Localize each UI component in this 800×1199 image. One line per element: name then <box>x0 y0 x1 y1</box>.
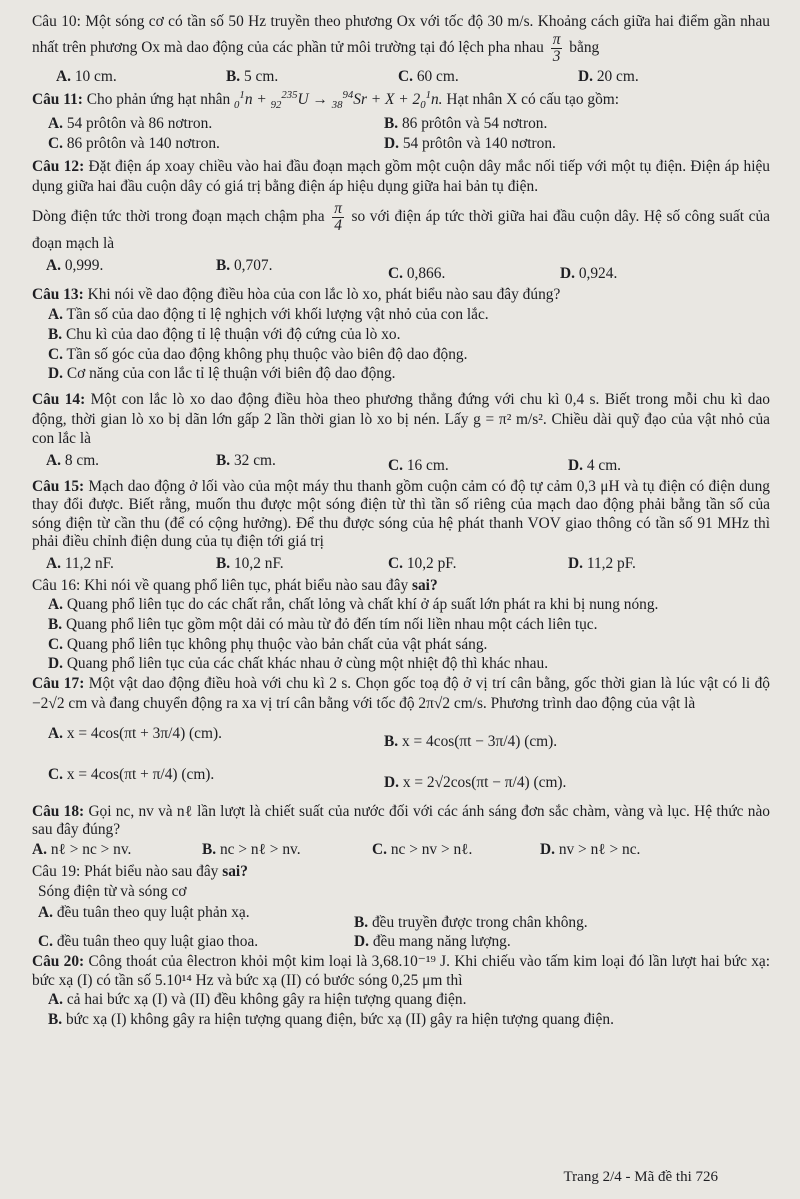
option-c[interactable]: C. Quang phổ liên tục không phụ thuộc vào bản chất của vật phát sáng. <box>48 635 488 653</box>
option-b[interactable]: B. Quang phổ liên tục gồm một dải có màu từ đỏ đến tím nối liền nhau một cách liên tục. <box>48 616 598 633</box>
question-11-options <box>32 114 770 153</box>
option-a[interactable]: A. nℓ > nc > nv. <box>32 841 132 859</box>
question-16: Câu 16: Khi nói về quang phổ liên tục, phát biểu nào sau đây sai? A. Quang phổ liên tục do các chất rắn, chất lỏng và chất khí ở áp suất lớn phát ra khi bị nung nóng. B. Quang phổ liên tục gồm một dải có màu từ đỏ đến tím nối liền nhau một cách liên tục. C. Quang phổ liên tục không phụ thuộc vào bản chất của vật phát sáng. D. Quang phổ liên tục của các chất khác nhau ở cùng một nhiệt độ thì khác nhau. <box>32 576 770 675</box>
option-c[interactable]: C. 16 cm. <box>388 457 449 475</box>
question-10-stem: Câu 10: Một sóng cơ có tần số 50 Hz truyền theo phương Ox với tốc độ 30 m/s. Khoảng cách giữa hai điểm gần nhau nhất trên phương Ox mà dao động của các phần tử môi trường tại đó lệch pha nhau <box>32 13 770 56</box>
option-d[interactable]: D. đều mang năng lượng. <box>354 933 511 951</box>
question-19: Câu 19: Phát biểu nào sau đây sai? Sóng điện từ và sóng cơ A. đều tuân theo quy luật phản xạ. B. đều truyền được trong chân không. C. đều tuân theo quy luật giao thoa. D. đều mang năng lượng. <box>32 862 770 952</box>
option-c[interactable]: C. 10,2 pF. <box>388 554 457 572</box>
option-c[interactable]: C. đều tuân theo quy luật giao thoa. <box>38 933 259 951</box>
question-12-stem: Câu 12: Đặt điện áp xoay chiều vào hai đầu đoạn mạch gồm một cuộn dây mắc nối tiếp với một tụ điện. Điện áp hiệu dụng giữa hai đầu cuộn dây có giá trị bằng điện áp hiệu dụng giữa hai bản tụ điện. <box>32 158 771 195</box>
nuclear-reaction-equation: $_0^1n + _{92}^{235}U \to _{38}^{94}Sr + X + 2_0^1n$. <box>234 88 443 111</box>
option-d[interactable]: D. x = 2√2cos(πt − π/4) (cm). <box>384 774 567 792</box>
question-13-stem: Câu 13: Khi nói về dao động điều hòa của con lắc lò xo, phát biểu nào sau đây đúng? <box>32 286 561 304</box>
question-11: Câu 11: Cho phản ứng hạt nhân $_0^1n + _{92}^{235}U \to _{38}^{94}Sr + X + 2_0^1n$. Hạt nhân X có cấu tạo gồm: A. 54 prôtôn và 86 nơtron. B. 86 prôtôn và 54 nơtron. C. 86 prôtôn và 140 nơtron. D. 54 prôtôn và 140 nơtron. <box>32 89 770 153</box>
option-c[interactable]: C. nc > nv > nℓ. <box>372 841 473 859</box>
question-19-intro: Sóng điện từ và sóng cơ <box>38 882 187 900</box>
option-d[interactable]: D. Quang phổ liên tục của các chất khác nhau ở cùng một nhiệt độ thì khác nhau. <box>48 655 549 673</box>
option-c[interactable]: C. 0,866. <box>388 264 446 282</box>
option-d[interactable]: D. nv > nℓ > nc. <box>540 841 641 859</box>
option-d[interactable]: D. 20 cm. <box>578 68 639 86</box>
question-17-options <box>32 724 770 793</box>
question-19-options <box>32 903 770 952</box>
question-17 <box>32 674 770 793</box>
option-d[interactable]: D. Cơ năng của con lắc tỉ lệ thuận với biên độ dao động. <box>48 365 396 383</box>
question-14 <box>32 390 770 476</box>
option-b[interactable]: B. 0,707. <box>216 256 273 274</box>
option-b[interactable]: B. bức xạ (I) không gây ra hiện tượng quang điện, bức xạ (II) gây ra hiện tượng quang điện. <box>48 1010 614 1028</box>
question-14-stem: Câu 14: Một con lắc lò xo dao động điều hòa theo phương thẳng đứng với chu kì 0,4 s. Biết trong mỗi chu kì dao động, thời gian lò xo bị dãn lớn gấp 2 lần thời gian lò xo bị nén. Lấy g = π² m/s². Chiều dài quỹ đạo của vật nhỏ của con lắc là <box>32 391 771 448</box>
question-18 <box>32 803 770 860</box>
fraction-pi-over-4: $\frac{\pi}{4}$ <box>334 199 342 234</box>
question-15-stem: Câu 15: Mạch dao động ở lối vào của một máy thu thanh gồm cuộn cảm có độ tự cảm 0,3 μH và tụ điện có điện dung thay đổi được. Biết rằng, muốn thu được một sóng điện từ thì tần số riêng của mạch dao động phải bằng tần số của sóng điện từ cần thu (để có cộng hưởng). Để thu được sóng của hệ phát thanh VOV giao thông có tần số 91 MHz thì phải điều chỉnh điện dung của tụ điện tới giá trị <box>32 477 770 551</box>
option-b[interactable]: B. Chu kì của dao động tỉ lệ thuận với độ cứng của lò xo. <box>48 325 401 343</box>
option-a[interactable]: A. Tần số của dao động tỉ lệ nghịch với khối lượng vật nhỏ của con lắc. <box>48 306 489 324</box>
option-d[interactable]: D. 11,2 pF. <box>568 554 636 572</box>
question-18-options <box>32 840 770 860</box>
fraction-pi-over-3: $\frac{\pi}{3}$ <box>552 30 561 65</box>
option-a[interactable]: A. cả hai bức xạ (I) và (II) đều không gây ra hiện tượng quang điện. <box>48 991 467 1008</box>
option-a[interactable]: A. 0,999. <box>46 256 104 274</box>
option-a[interactable]: A. 11,2 nF. <box>46 554 114 572</box>
question-18-stem: Câu 18: Gọi nc, nv và nℓ lần lượt là chiết suất của nước đối với các ánh sáng đơn sắc chàm, vàng và lục. Hệ thức nào sau đây đúng? <box>32 803 771 838</box>
option-b[interactable]: B. 86 prôtôn và 54 nơtron. <box>384 114 548 132</box>
option-a[interactable]: A. đều tuân theo quy luật phản xạ. <box>38 903 250 921</box>
option-b[interactable]: B. đều truyền được trong chân không. <box>354 913 588 931</box>
option-c[interactable]: C. 86 prôtôn và 140 nơtron. <box>48 134 220 152</box>
question-10-options <box>32 67 770 87</box>
option-c[interactable]: C. Tần số góc của dao động không phụ thuộc vào biên độ dao động. <box>48 345 468 363</box>
option-c[interactable]: C. 60 cm. <box>398 68 459 86</box>
question-12: Câu 12: Đặt điện áp xoay chiều vào hai đầu đoạn mạch gồm một cuộn dây mắc nối tiếp với một tụ điện. Điện áp hiệu dụng giữa hai đầu cuộn dây có giá trị bằng điện áp hiệu dụng giữa hai bản tụ điện. Dòng điện tức thời trong đoạn mạch chậm pha $\frac{\pi}{4}$ so với điện áp tức thời giữa hai đầu cuộn dây. Hệ số công suất của đoạn mạch là A. 0,999. B. 0,707. C. 0,866. D. 0,924. <box>32 158 771 282</box>
option-b[interactable]: B. 5 cm. <box>226 68 279 86</box>
question-20-stem: Câu 20: Công thoát của êlectron khỏi một kim loại là 3,68.10⁻¹⁹ J. Khi chiếu vào tấm kim loại đó lần lượt hai bức xạ: bức xạ (I) có tần số 5.10¹⁴ Hz và bức xạ (II) có bước sóng 0,25 μm thì <box>32 953 770 989</box>
question-16-stem: Câu 16: Khi nói về quang phổ liên tục, phát biểu nào sau đây <box>32 576 409 594</box>
option-a[interactable]: A. 10 cm. <box>56 68 117 86</box>
option-b[interactable]: B. 10,2 nF. <box>216 554 284 572</box>
question-13 <box>32 285 770 384</box>
question-12-options <box>32 256 770 284</box>
option-b[interactable]: B. 32 cm. <box>216 452 276 470</box>
option-b[interactable]: B. x = 4cos(πt − 3π/4) (cm). <box>384 732 558 750</box>
option-d[interactable]: D. 0,924. <box>560 264 618 282</box>
option-a[interactable]: A. Quang phổ liên tục do các chất rắn, chất lỏng và chất khí ở áp suất lớn phát ra khi bị nung nóng. <box>48 596 659 614</box>
option-a[interactable]: A. 54 prôtôn và 86 nơtron. <box>48 114 213 132</box>
option-a[interactable]: A. 8 cm. <box>46 452 100 470</box>
question-14-options <box>32 451 770 476</box>
option-c[interactable]: C. x = 4cos(πt + π/4) (cm). <box>48 766 215 784</box>
question-20 <box>32 953 770 1029</box>
question-15-options <box>32 554 770 574</box>
question-10: Câu 10: Một sóng cơ có tần số 50 Hz truyền theo phương Ox với tốc độ 30 m/s. Khoảng cách giữa hai điểm gần nhau nhất trên phương Ox mà dao động của các phần tử môi trường tại đó lệch pha nhau $\frac{\pi}{3}$ bằng A. 10 cm. B. 5 cm. C. 60 cm. D. 20 cm. <box>32 13 770 86</box>
question-15 <box>32 478 770 574</box>
option-a[interactable]: A. x = 4cos(πt + 3π/4) (cm). <box>48 724 222 742</box>
option-b[interactable]: B. nc > nℓ > nv. <box>202 841 301 859</box>
page-footer: Trang 2/4 - Mã đề thi 726 <box>563 1168 718 1185</box>
question-17-stem: Câu 17: Một vật dao động điều hoà với chu kì 2 s. Chọn gốc toạ độ ở vị trí cân bằng, gốc thời gian là lúc vật có li độ −2√2 cm và đang chuyển động ra xa vị trí cân bằng với tốc độ 2π√2 cm/s. Phương trình dao động của vật là <box>32 675 771 712</box>
option-d[interactable]: D. 4 cm. <box>568 457 622 475</box>
option-d[interactable]: D. 54 prôtôn và 140 nơtron. <box>384 134 556 152</box>
question-19-stem: Câu 19: Phát biểu nào sau đây <box>32 863 219 881</box>
